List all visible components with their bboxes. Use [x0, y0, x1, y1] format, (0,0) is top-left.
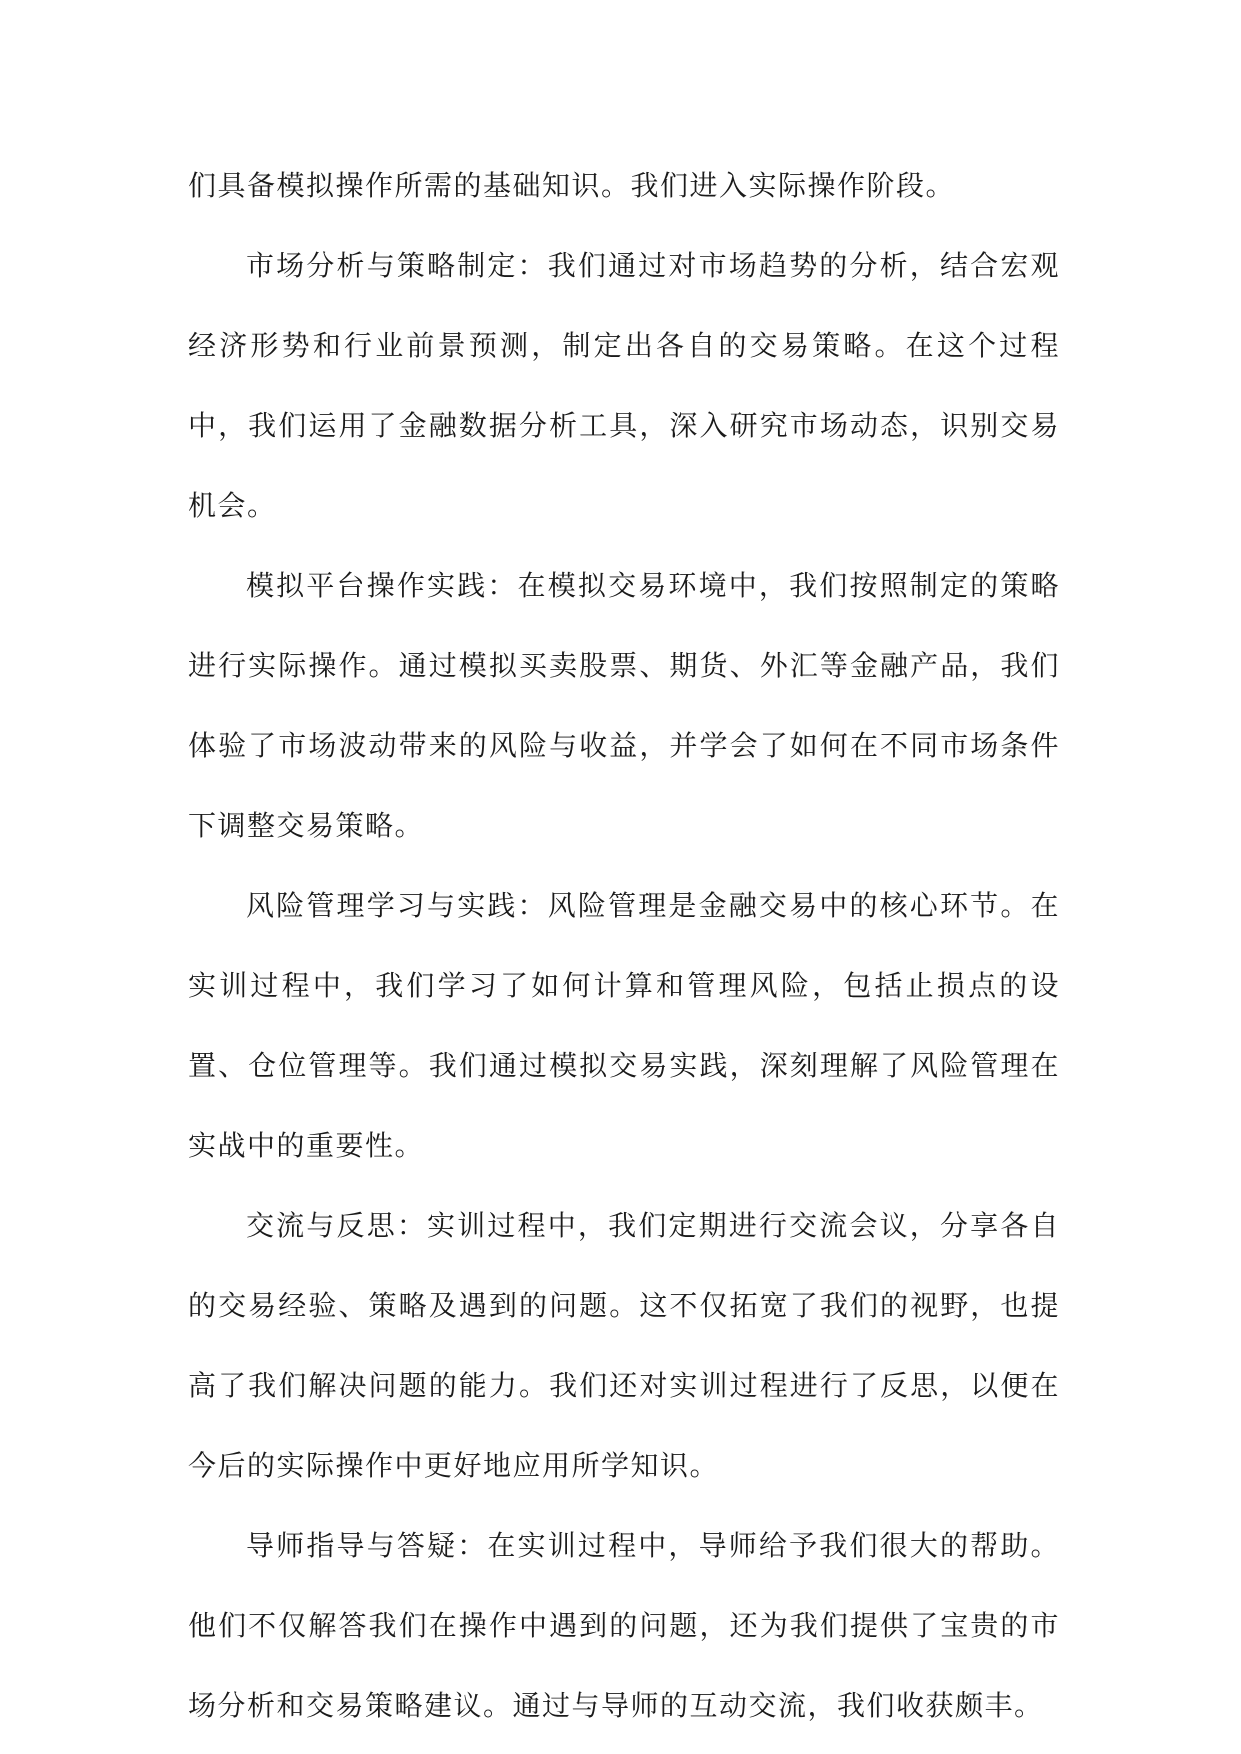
paragraph-continuation: 们具备模拟操作所需的基础知识。我们进入实际操作阶段。	[188, 169, 956, 202]
document-body	[188, 146, 1060, 1746]
paragraph-mentor-guidance: 导师指导与答疑：在实训过程中，导师给予我们很大的帮助。他们不仅解答我们在操作中遇到的问题，还为我们提供了宝贵的市场分析和交易策略建议。通过与导师的互动交流，我们收获颇丰。	[188, 1529, 1060, 1722]
paragraph-market-analysis: 市场分析与策略制定：我们通过对市场趋势的分析，结合宏观经济形势和行业前景预测，制定出各自的交易策略。在这个过程中，我们运用了金融数据分析工具，深入研究市场动态，识别交易机会。	[188, 249, 1060, 522]
paragraph-simulation-practice: 模拟平台操作实践：在模拟交易环境中，我们按照制定的策略进行实际操作。通过模拟买卖股票、期货、外汇等金融产品，我们体验了市场波动带来的风险与收益，并学会了如何在不同市场条件下调整交易策略。	[188, 569, 1060, 842]
paragraph-exchange-reflection: 交流与反思：实训过程中，我们定期进行交流会议，分享各自的交易经验、策略及遇到的问题。这不仅拓宽了我们的视野，也提高了我们解决问题的能力。我们还对实训过程进行了反思，以便在今后的实际操作中更好地应用所学知识。	[188, 1209, 1060, 1482]
paragraph-risk-management: 风险管理学习与实践：风险管理是金融交易中的核心环节。在实训过程中，我们学习了如何计算和管理风险，包括止损点的设置、仓位管理等。我们通过模拟交易实践，深刻理解了风险管理在实战中的重要性。	[188, 889, 1060, 1162]
